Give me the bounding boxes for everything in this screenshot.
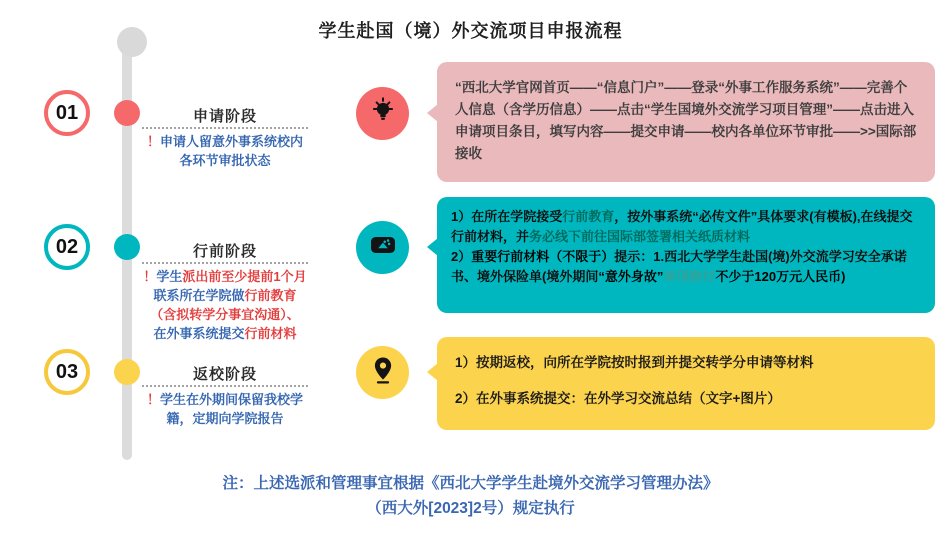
stage-1-bubble-tail [427, 104, 438, 122]
stage-3-number-badge [44, 349, 90, 395]
stage-1-icon-badge [356, 87, 409, 140]
stage-3-bubble-tail [427, 363, 438, 381]
exclamation-mark: ！ [146, 392, 160, 407]
p1-highlight-2: 务必线下前往国际部签署相关纸质材料 [529, 229, 751, 244]
stage-1-number-badge [44, 90, 90, 136]
stage-2-warning [130, 267, 320, 343]
footer-note-line2: （西大外[2023]2号）规定执行 [366, 500, 575, 517]
stage-1-detail-box [437, 62, 935, 182]
stage-2-warning-seg4: 行前教育 [244, 288, 297, 303]
lightbulb-icon [367, 95, 399, 132]
stage-1-warning-line1: 申请人留意外事系统校内 [160, 134, 304, 149]
stage-3-detail-box [437, 337, 935, 430]
stage-2-warning-seg7: 行前材料 [244, 326, 297, 341]
exclamation-mark: ！ [143, 269, 157, 284]
p1-highlight-1: 行前教育 [562, 209, 615, 224]
stage-2-warning-seg2: 派出前至少提前1个月 [182, 269, 307, 284]
stage-1-warning [130, 132, 320, 170]
page-title: 学生赴国（境）外交流项目申报流程 [318, 21, 623, 41]
stage-2-warning-seg6: 在外事系统提交 [153, 326, 245, 341]
stage-1-detail-text: “西北大学官网首页——“信息门户”——登录“外事工作服务系统”——完善个人信息（含学历信息）——点击“学生国境外交流学习项目管理”——点击进入申请项目条目，填写内容——提交申请——校内各单位环节审批——>>国际部接收 [455, 80, 917, 161]
timeline-start-circle [117, 27, 147, 57]
stage-2-detail-box [437, 197, 935, 313]
stage-3-number: 03 [55, 360, 79, 383]
stage-3-item-1: 1）按期返校，向所在学院按时报到并提交转学分申请等材料 [455, 355, 814, 370]
p2-bold-2: “意外身故” [598, 269, 664, 284]
stage-1-timeline-dot [114, 100, 140, 126]
stage-2-label: 行前阶段 [192, 243, 257, 260]
stage-2-icon-badge [356, 221, 409, 274]
stage-3-item-2: 2）在外事系统提交：在外学习交流总结（文字+图片） [455, 391, 781, 406]
stage-2-bubble-tail [427, 238, 438, 256]
stage-1-divider [142, 127, 308, 129]
stage-3-warning-line2: 籍，定期向学院报告 [166, 411, 284, 426]
exclamation-mark: ！ [146, 134, 160, 149]
stage-2-number-badge [44, 224, 90, 270]
stage-3-warning-line1: 学生在外期间保留我校学 [160, 392, 304, 407]
stage-2-detail-p1 [451, 207, 921, 247]
stage-3-warning [130, 390, 320, 428]
stage-1-warning-line2: 各环节审批状态 [179, 153, 271, 168]
p1-text-2: ，按外事系统“必传文件”具体要求(有模板),在线提交行前材料，并 [451, 209, 913, 244]
stage-3-icon-badge [356, 346, 409, 399]
stage-2-divider [142, 262, 308, 264]
p2-text: 2） [451, 249, 472, 264]
stage-2-timeline-dot [114, 234, 140, 260]
stage-2-number: 02 [55, 235, 79, 258]
location-pin-icon [367, 354, 399, 391]
stage-2-detail-p2 [451, 247, 921, 287]
p2-bold-1: 重要行前材料（不限于） [471, 249, 615, 264]
footer-note-line1: 注：上述选派和管理事宜根据《西北大学学生赴境外交流学习管理办法》 [222, 475, 719, 492]
cast-icon [367, 229, 399, 266]
stage-3-timeline-dot [114, 359, 140, 385]
stage-3-divider [142, 385, 308, 387]
p2-bold-3: 不少于120万元人民币) [715, 269, 846, 284]
stage-3-label: 返校阶段 [192, 366, 257, 383]
p1-text: 1）在所在学院接受 [451, 209, 563, 224]
p2-muted: 单项赔付 [663, 269, 716, 284]
stage-2-warning-seg5: （含拟转学分事宜沟通）、 [150, 307, 300, 322]
footer-note [0, 471, 941, 521]
stage-2-warning-seg1: 学生 [156, 269, 183, 284]
p2-text-2: 提示：1.西北大学学生赴国(境)外交流学习安全承诺书、境外保险单(境外期间 [451, 249, 907, 284]
stage-1-label: 申请阶段 [192, 108, 257, 125]
stage-1-number: 01 [55, 101, 79, 124]
stage-2-warning-seg3: 联系所在学院做 [153, 288, 245, 303]
